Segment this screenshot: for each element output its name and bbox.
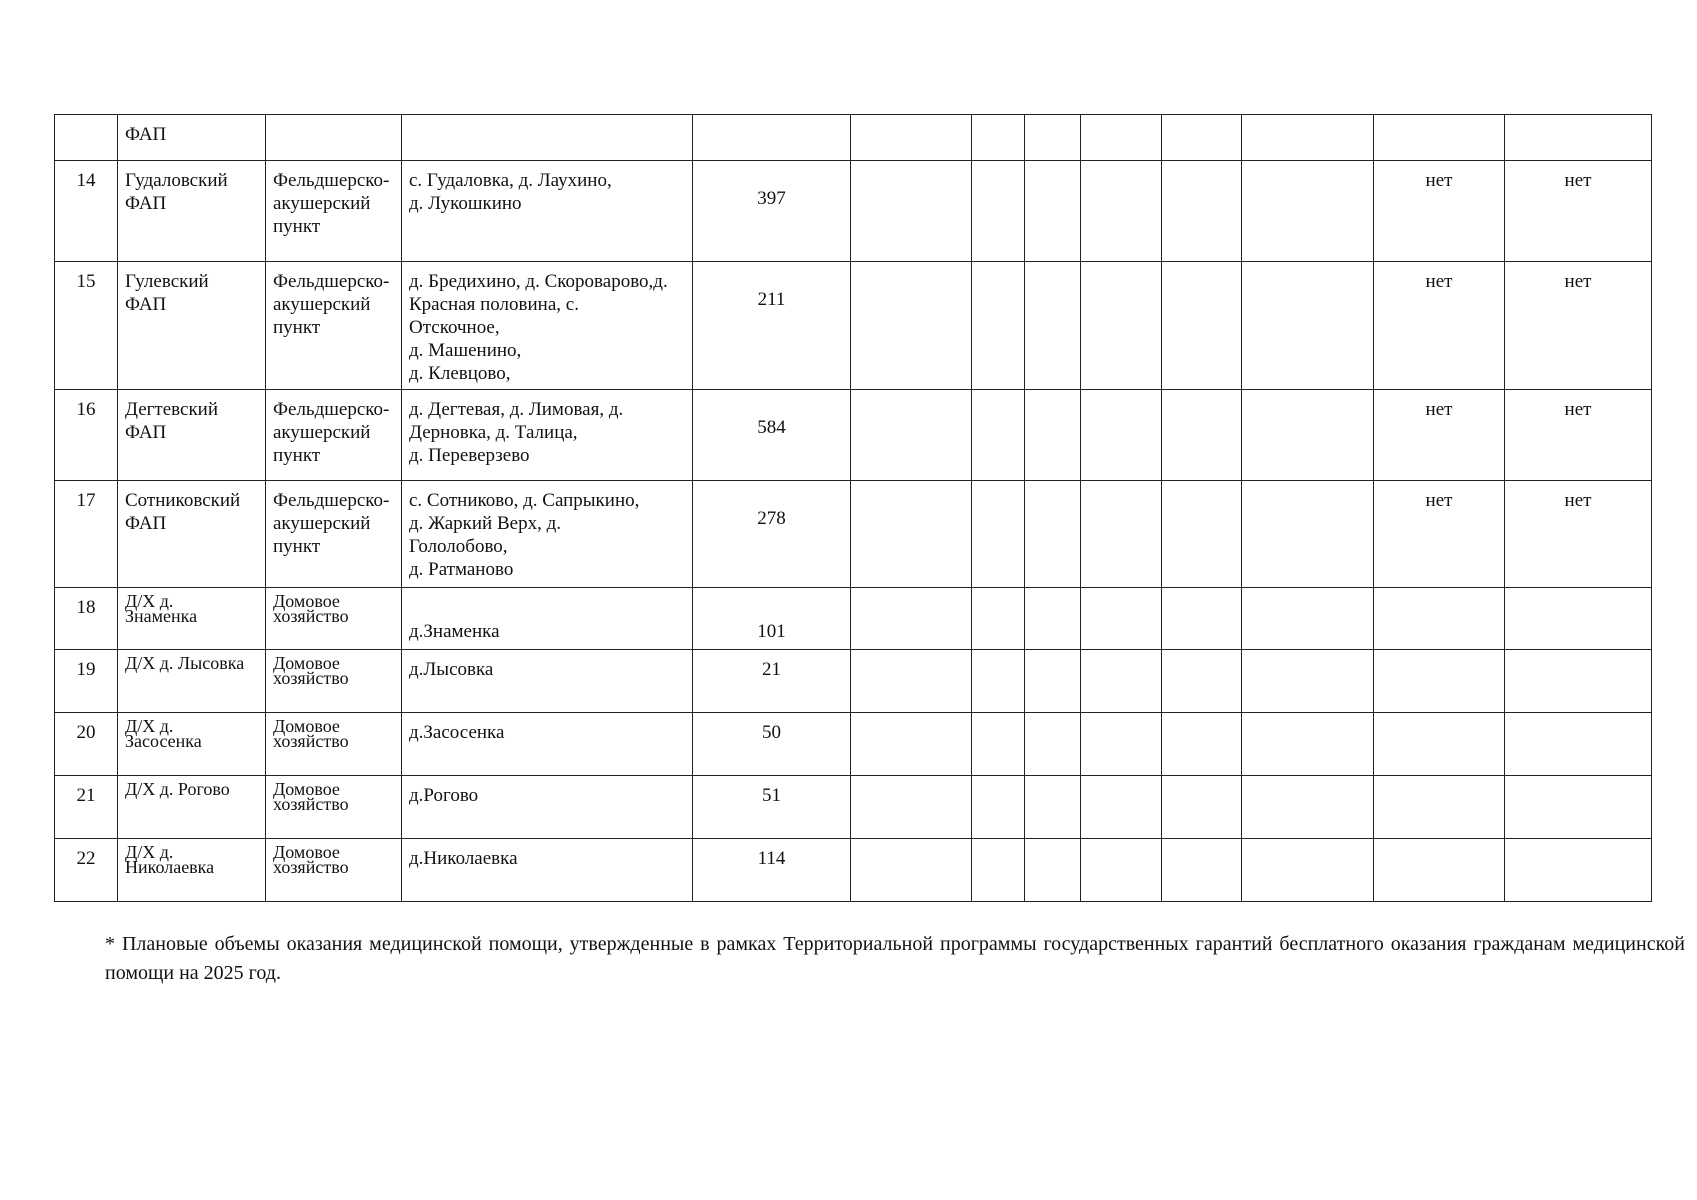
empty-cell — [1505, 776, 1652, 839]
table-row — [55, 776, 1652, 839]
table-row — [55, 390, 1652, 481]
population-cell: 584 — [693, 390, 851, 481]
table-row — [55, 115, 1652, 161]
empty-cell — [1025, 481, 1081, 588]
facility-name-line: Гудаловский — [125, 170, 228, 191]
empty-cell — [1242, 115, 1374, 161]
facility-name-cell — [118, 650, 266, 713]
empty-cell — [1162, 776, 1242, 839]
table-row — [55, 839, 1652, 902]
empty-cell — [693, 115, 851, 161]
facility-type-cell — [266, 262, 402, 390]
empty-cell — [1081, 262, 1162, 390]
empty-cell — [851, 262, 972, 390]
facility-name-line: ФАП — [125, 422, 167, 443]
address-line: д. Машенино, — [409, 340, 522, 361]
empty-cell — [1242, 161, 1374, 262]
footnote: * Плановые объемы оказания медицинской помощи, утвержденные в рамках Территориальной программы государственных гарантий бесплатного оказания гражданам медицинской помощи на 2025 год. — [105, 933, 1685, 984]
population-cell: 51 — [693, 776, 851, 839]
population-cell: 114 — [693, 839, 851, 902]
facility-type-cell — [266, 776, 402, 839]
empty-cell — [1242, 713, 1374, 776]
facility-type-line: акушерский — [273, 513, 371, 534]
address-line: д. Бредихино, д. Скороварово,д. — [409, 271, 668, 292]
facility-type-line: пункт — [273, 317, 321, 338]
empty-cell — [851, 776, 972, 839]
address-line: д. Ратманово — [409, 559, 514, 580]
address-line: д. Переверзево — [409, 445, 530, 466]
row-number: 20 — [55, 713, 118, 776]
address-line: д. Клевцово, — [409, 363, 511, 384]
empty-cell — [1025, 115, 1081, 161]
empty-cell — [1242, 262, 1374, 390]
facility-name-cell — [118, 588, 266, 650]
address-cell — [402, 161, 693, 262]
facility-name-cell — [118, 839, 266, 902]
facility-type-line: Домовое — [273, 653, 340, 673]
facility-type-line: хозяйство — [273, 731, 349, 751]
facility-type-line: Домовое — [273, 842, 340, 862]
empty-cell — [1505, 713, 1652, 776]
empty-cell — [972, 776, 1025, 839]
empty-cell — [266, 115, 402, 161]
facility-name-cell: ФАП — [118, 115, 266, 161]
empty-cell — [972, 161, 1025, 262]
facility-type-line: Домовое — [273, 591, 340, 611]
empty-cell — [1374, 588, 1505, 650]
empty-cell — [972, 588, 1025, 650]
population-cell: 50 — [693, 713, 851, 776]
facility-type-line: акушерский — [273, 193, 371, 214]
facility-name-cell — [118, 161, 266, 262]
facility-name-cell — [118, 481, 266, 588]
row-number: 18 — [55, 588, 118, 650]
address-cell: д.Николаевка — [402, 839, 693, 902]
address-cell — [402, 262, 693, 390]
facility-type-line: хозяйство — [273, 668, 349, 688]
availability-cell: нет — [1374, 262, 1505, 390]
empty-cell — [851, 650, 972, 713]
row-number: 21 — [55, 776, 118, 839]
empty-cell — [1162, 115, 1242, 161]
empty-cell — [402, 115, 693, 161]
population-cell: 278 — [693, 481, 851, 588]
empty-cell — [1505, 588, 1652, 650]
empty-cell — [1242, 588, 1374, 650]
empty-cell — [1025, 262, 1081, 390]
empty-cell — [851, 115, 972, 161]
facility-type-line: пункт — [273, 445, 321, 466]
population-cell: 101 — [693, 588, 851, 650]
empty-cell — [1081, 390, 1162, 481]
empty-cell — [55, 115, 118, 161]
facility-name-line: Д/Х д. Лысовка — [125, 653, 245, 673]
empty-cell — [1162, 650, 1242, 713]
facility-name-line: ФАП — [125, 294, 167, 315]
table-row — [55, 161, 1652, 262]
facility-type-cell — [266, 839, 402, 902]
facility-name-line: Д/Х д. — [125, 842, 174, 862]
facility-type-cell — [266, 588, 402, 650]
availability-cell: нет — [1505, 161, 1652, 262]
facility-name-line: Д/Х д. — [125, 591, 174, 611]
address-line: Красная половина, с. — [409, 294, 579, 315]
facility-type-line: акушерский — [273, 422, 371, 443]
empty-cell — [1162, 481, 1242, 588]
address-cell: д.Рогово — [402, 776, 693, 839]
empty-cell — [1081, 713, 1162, 776]
empty-cell — [1025, 390, 1081, 481]
facility-name-cell — [118, 713, 266, 776]
empty-cell — [1025, 588, 1081, 650]
empty-cell — [1081, 588, 1162, 650]
address-line: д. Жаркий Верх, д. — [409, 513, 561, 534]
empty-cell — [1025, 776, 1081, 839]
empty-cell — [1162, 390, 1242, 481]
address-cell: д.Засосенка — [402, 713, 693, 776]
row-number: 14 — [55, 161, 118, 262]
facility-name-cell — [118, 390, 266, 481]
facility-name-line: Гулевский — [125, 271, 209, 292]
empty-cell — [1081, 839, 1162, 902]
availability-cell: нет — [1374, 390, 1505, 481]
facility-name-line: Знаменка — [125, 606, 198, 626]
empty-cell — [1025, 839, 1081, 902]
facilities-table — [54, 114, 1652, 902]
facility-name-line: Засосенка — [125, 731, 202, 751]
availability-cell: нет — [1374, 481, 1505, 588]
facility-type-line: Домовое — [273, 716, 340, 736]
empty-cell — [1505, 115, 1652, 161]
population-cell: 21 — [693, 650, 851, 713]
address-line: д. Дегтевая, д. Лимовая, д. — [409, 399, 624, 420]
empty-cell — [972, 713, 1025, 776]
facility-type-line: хозяйство — [273, 606, 349, 626]
empty-cell — [972, 115, 1025, 161]
facility-type-cell — [266, 650, 402, 713]
empty-cell — [1162, 262, 1242, 390]
facility-name-line: ФАП — [125, 513, 167, 534]
table-row — [55, 481, 1652, 588]
table-row — [55, 713, 1652, 776]
row-number: 22 — [55, 839, 118, 902]
row-number: 16 — [55, 390, 118, 481]
address-line: с. Гудаловка, д. Лаухино, — [409, 170, 612, 191]
empty-cell — [1374, 650, 1505, 713]
empty-cell — [1025, 650, 1081, 713]
row-number: 15 — [55, 262, 118, 390]
facility-type-line: хозяйство — [273, 794, 349, 814]
empty-cell — [1081, 776, 1162, 839]
address-line: с. Сотниково, д. Сапрыкино, — [409, 490, 640, 511]
empty-cell — [972, 650, 1025, 713]
facility-type-line: Фельдшерско- — [273, 490, 390, 511]
availability-cell: нет — [1505, 481, 1652, 588]
facility-type-cell — [266, 713, 402, 776]
empty-cell — [1505, 839, 1652, 902]
empty-cell — [1242, 390, 1374, 481]
facility-name-cell — [118, 776, 266, 839]
facility-name-line: Николаевка — [125, 857, 215, 877]
empty-cell — [851, 713, 972, 776]
empty-cell — [1242, 481, 1374, 588]
facility-type-cell — [266, 390, 402, 481]
facility-type-line: Фельдшерско- — [273, 271, 390, 292]
population-cell: 211 — [693, 262, 851, 390]
availability-cell: нет — [1505, 262, 1652, 390]
table-row — [55, 262, 1652, 390]
empty-cell — [1242, 650, 1374, 713]
table-row — [55, 588, 1652, 650]
empty-cell — [1081, 650, 1162, 713]
empty-cell — [1081, 161, 1162, 262]
row-number: 19 — [55, 650, 118, 713]
empty-cell — [1374, 115, 1505, 161]
empty-cell — [1081, 481, 1162, 588]
availability-cell: нет — [1374, 161, 1505, 262]
facility-type-line: Фельдшерско- — [273, 399, 390, 420]
empty-cell — [972, 481, 1025, 588]
address-cell: д.Лысовка — [402, 650, 693, 713]
address-line: Дерновка, д. Талица, — [409, 422, 578, 443]
table-row — [55, 650, 1652, 713]
empty-cell — [1081, 115, 1162, 161]
row-number: 17 — [55, 481, 118, 588]
facility-name-line: Д/Х д. — [125, 716, 174, 736]
empty-cell — [1162, 588, 1242, 650]
empty-cell — [1242, 776, 1374, 839]
empty-cell — [851, 161, 972, 262]
facility-type-line: пункт — [273, 216, 321, 237]
empty-cell — [1374, 713, 1505, 776]
facility-name-cell — [118, 262, 266, 390]
facility-type-line: акушерский — [273, 294, 371, 315]
empty-cell — [1025, 161, 1081, 262]
facility-type-line: хозяйство — [273, 857, 349, 877]
empty-cell — [972, 262, 1025, 390]
facility-type-line: пункт — [273, 536, 321, 557]
empty-cell — [851, 588, 972, 650]
facility-type-cell — [266, 161, 402, 262]
empty-cell — [851, 839, 972, 902]
facility-name-line: ФАП — [125, 193, 167, 214]
empty-cell — [1242, 839, 1374, 902]
address-cell: д.Знаменка — [402, 588, 693, 650]
facility-type-line: Фельдшерско- — [273, 170, 390, 191]
facility-name-line: Д/Х д. Рогово — [125, 779, 230, 799]
empty-cell — [1374, 776, 1505, 839]
empty-cell — [1025, 713, 1081, 776]
empty-cell — [851, 481, 972, 588]
empty-cell — [1505, 650, 1652, 713]
empty-cell — [851, 390, 972, 481]
address-cell — [402, 481, 693, 588]
empty-cell — [972, 839, 1025, 902]
empty-cell — [1162, 161, 1242, 262]
address-line: Гололобово, — [409, 536, 508, 557]
address-cell — [402, 390, 693, 481]
address-line: Отскочное, — [409, 317, 500, 338]
empty-cell — [1162, 839, 1242, 902]
empty-cell — [1374, 839, 1505, 902]
availability-cell: нет — [1505, 390, 1652, 481]
empty-cell — [1162, 713, 1242, 776]
empty-cell — [972, 390, 1025, 481]
population-cell: 397 — [693, 161, 851, 262]
facility-type-line: Домовое — [273, 779, 340, 799]
facility-name-line: Сотниковский — [125, 490, 241, 511]
facility-name-line: Дегтевский — [125, 399, 219, 420]
facility-type-cell — [266, 481, 402, 588]
address-line: д. Лукошкино — [409, 193, 522, 214]
